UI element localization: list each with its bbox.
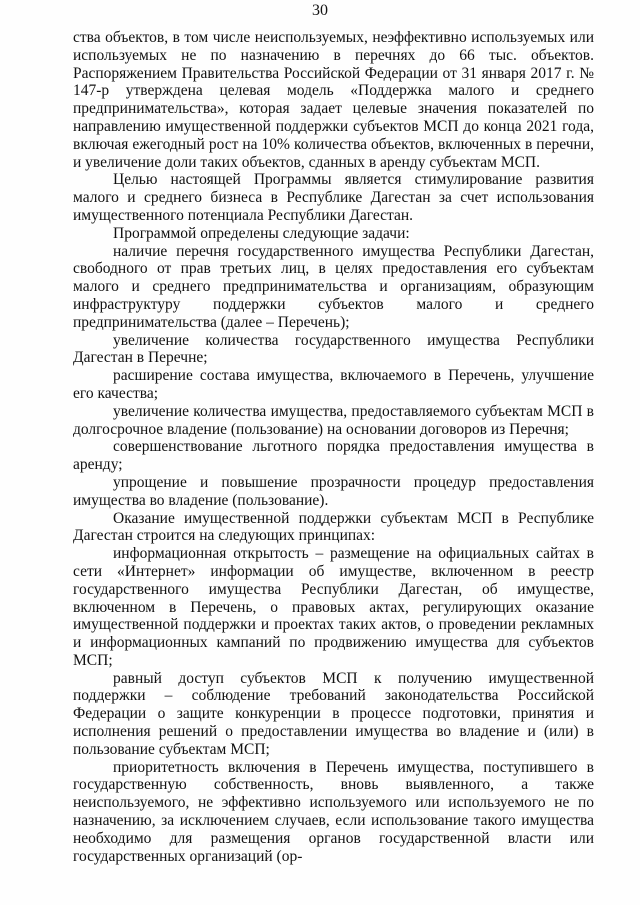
task-item: увеличение количества государственного имущества Республики Дагестан в Перечне; [73,331,594,367]
paragraph-continuation: ства объектов, в том числе неиспользуемых, неэффективно используемых или используемых не по назначению в перечнях до 66 тыс. объектов. Распоряжением Правительства Российской Федерации от 31 января 2017 г. № 147-р утверждена целевая модель «Поддержка малого и среднего предпринимательства», которая задает целевые значения показателей по направлению имущественной поддержки субъектов МСП до конца 2021 года, включая ежегодный рост на 10% количества объектов, включенных в перечни, и увеличение доли таких объектов, сданных в аренду субъектам МСП. [73,29,594,171]
paragraph-principles-intro: Оказание имущественной поддержки субъектам МСП в Республике Дагестан строится на следующих принципах: [73,509,594,545]
task-item: увеличение количества имущества, предоставляемого субъектам МСП в долгосрочное владение (пользование) на основании договоров из Перечня; [73,402,594,438]
paragraph-tasks-intro: Программой определены следующие задачи: [113,224,410,242]
principle-item: информационная открытость – размещение на официальных сайтах в сети «Интернет» информации об имуществе, включенном в реестр государственного имущества Республики Дагестан, об имуществе, включенном в Перечень, о правовых актах, регулирующих оказание имущественной поддержки и проектах таких актов, о проведении рекламных и информационных кампаний по продвижению имущества для субъектов МСП; [73,545,594,669]
page-number: 30 [312,2,328,19]
task-item: наличие перечня государственного имущества Республики Дагестан, свободного от прав третьих лиц, в целях предоставления его субъектам малого и среднего предпринимательства и организациям, образующим инфраструктуру поддержки субъектов малого и среднего предпринимательства (далее – Перечень); [73,242,594,331]
task-item: совершенствование льготного порядка предоставления имущества в аренду; [73,438,594,474]
task-item: расширение состава имущества, включаемого в Перечень, улучшение его качества; [73,367,594,402]
principle-item: приоритетность включения в Перечень имущества, поступившего в государственную собственность, вновь выявленного, а также неиспользуемого, не эффективно используемого или используемого не по назначению, за исключением случаев, если использование такого имущества необходимо для размещения органов государственной власти или государственных организаций (ор- [73,758,594,865]
task-item: упрощение и повышение прозрачности процедур предоставления имущества во владение (пользование). [73,473,594,509]
principle-item: равный доступ субъектов МСП к получению имущественной поддержки – соблюдение требований законодательства Российской Федерации о защите конкуренции в процессе подготовки, принятия и исполнения решений о предоставлении имущества во владение и (или) в пользование субъектам МСП; [73,669,594,758]
document-body [73,29,594,865]
paragraph-program-goal: Целью настоящей Программы является стимулирование развития малого и среднего бизнеса в Республике Дагестан за счет использования имущественного потенциала Республики Дагестан. [73,171,594,224]
